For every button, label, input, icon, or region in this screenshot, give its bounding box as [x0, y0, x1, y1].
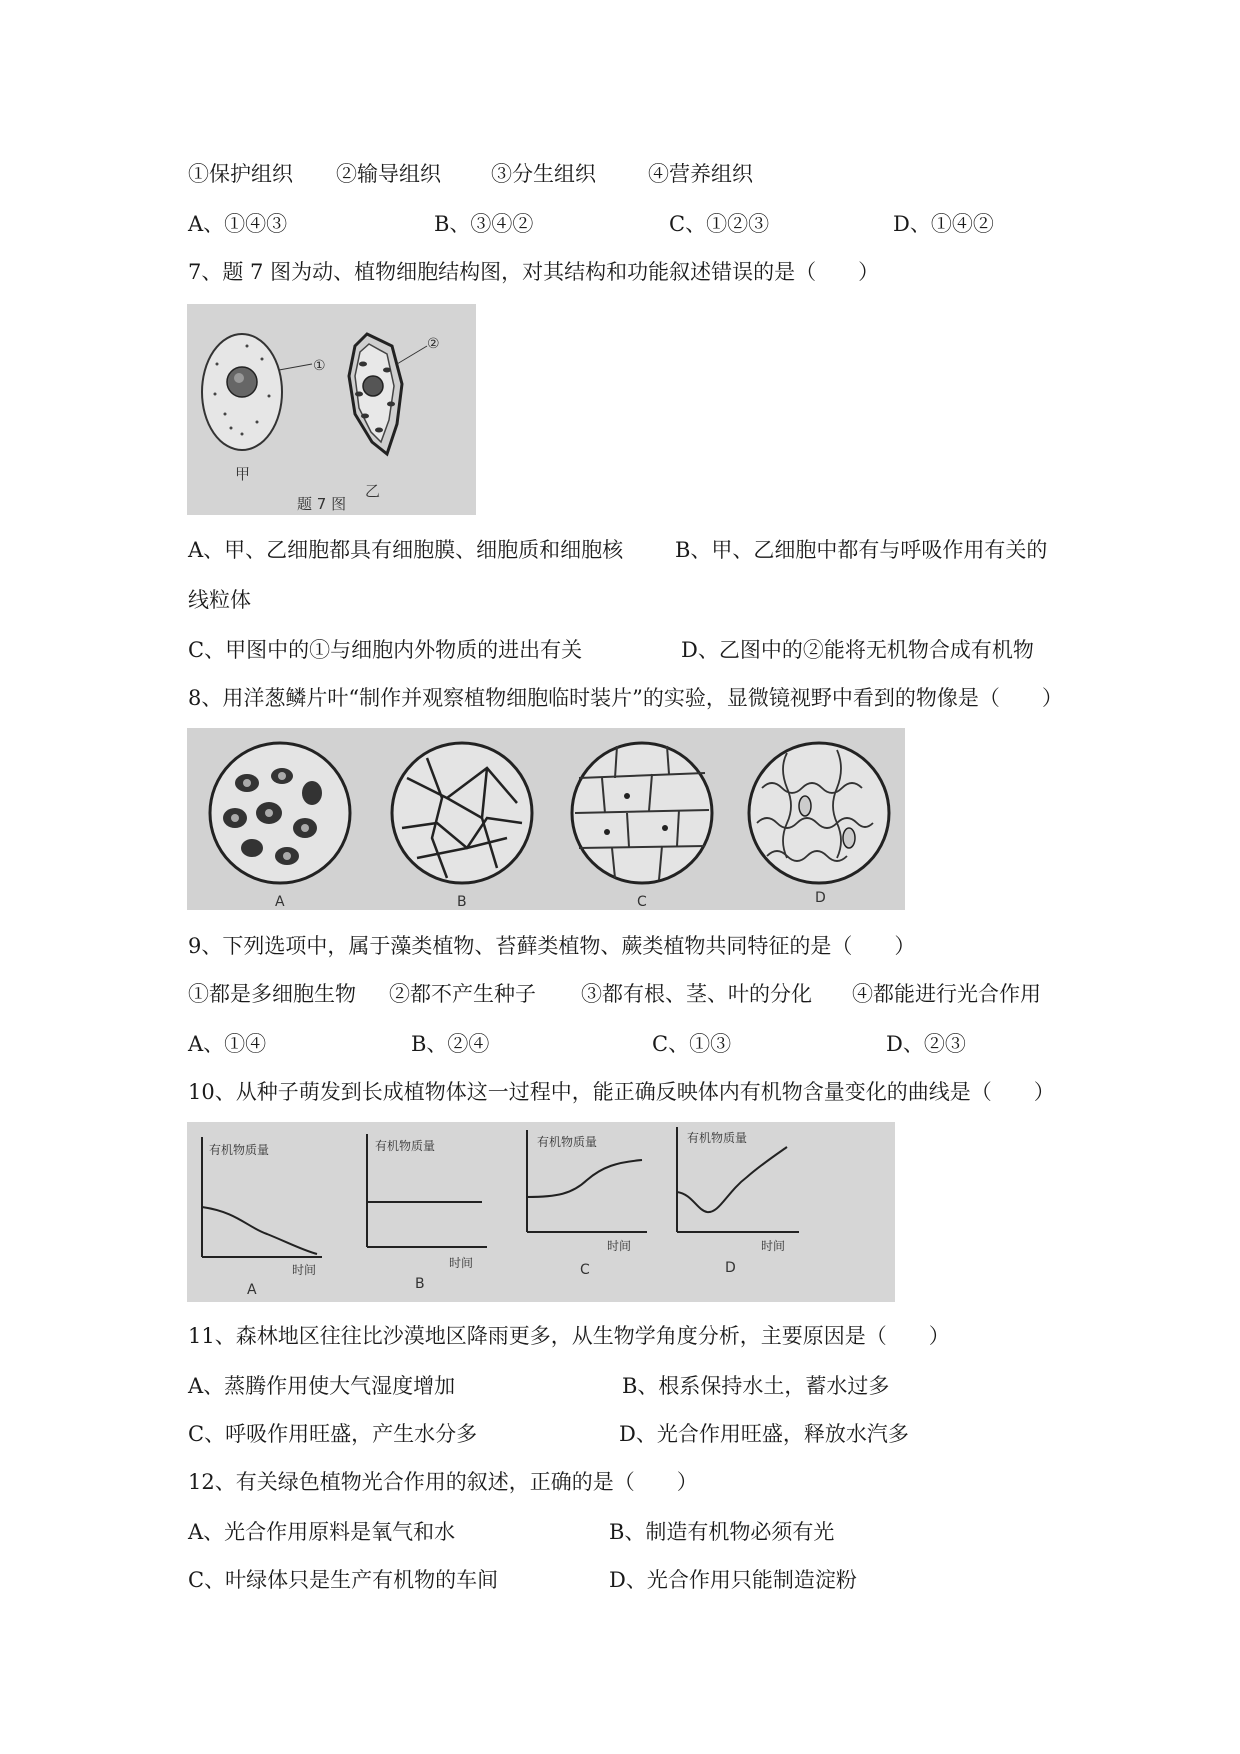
q8-stem: 8、用洋葱鳞片叶“制作并观察植物细胞临时装片”的实验，显微镜视野中看到的物像是（ ）: [188, 686, 1063, 710]
marker-1: ①: [313, 358, 326, 374]
q11-stem: 11、森林地区往往比沙漠地区降雨更多，从生物学角度分析，主要原因是（ ）: [188, 1324, 950, 1348]
q6-option-d: D、①④②: [893, 212, 994, 236]
q9-stem: 9、下列选项中，属于藻类植物、苔藓类植物、蕨类植物共同特征的是（ ）: [188, 934, 916, 958]
q9-option-c: C、①③: [652, 1032, 732, 1056]
q12-option-c: C、叶绿体只是生产有机物的车间: [188, 1568, 499, 1592]
organic-matter-curves: [187, 1122, 895, 1302]
q12-option-a: A、光合作用原料是氧气和水: [188, 1520, 456, 1544]
q9-item-2: ②都不产生种子: [389, 982, 536, 1006]
q6-item-3: ③分生组织: [491, 162, 596, 186]
q11-option-b: B、根系保持水土，蓄水过多: [622, 1374, 890, 1398]
q11-option-a: A、蒸腾作用使大气湿度增加: [188, 1374, 456, 1398]
q12-option-d: D、光合作用只能制造淀粉: [609, 1568, 857, 1592]
view-d-circle: [749, 743, 889, 883]
q6-item-2: ②输导组织: [336, 162, 441, 186]
q12-option-b: B、制造有机物必须有光: [609, 1520, 835, 1544]
q9-option-a: A、①④: [188, 1032, 267, 1056]
q6-option-a: A、①④③: [188, 212, 288, 236]
q8-figure: [187, 728, 905, 910]
graph-b-ylabel: 有机物质量: [375, 1139, 436, 1153]
view-d-label: D: [815, 890, 826, 906]
graph-a-ylabel: 有机物质量: [209, 1143, 270, 1157]
plant-cell-nucleus: [363, 376, 383, 396]
q6-item-1: ①保护组织: [188, 162, 293, 186]
marker-2: ②: [427, 336, 440, 352]
graph-a-label: A: [247, 1282, 257, 1298]
q11-option-c: C、呼吸作用旺盛，产生水分多: [188, 1422, 478, 1446]
q9-item-3: ③都有根、茎、叶的分化: [581, 982, 812, 1006]
q7-option-c: C、甲图中的①与细胞内外物质的进出有关: [188, 638, 583, 662]
graph-b-label: B: [415, 1276, 425, 1292]
graph-d-label: D: [725, 1260, 736, 1276]
label-jia: 甲: [235, 465, 251, 483]
figure-caption: 题 7 图: [297, 495, 347, 513]
q9-option-b: B、②④: [411, 1032, 490, 1056]
graph-b-xlabel: 时间: [449, 1256, 474, 1270]
q7-figure: [187, 304, 476, 515]
q11-option-d: D、光合作用旺盛，释放水汽多: [619, 1422, 909, 1446]
q6-option-b: B、③④②: [434, 212, 534, 236]
q6-option-c: C、①②③: [669, 212, 770, 236]
graph-c-xlabel: 时间: [607, 1239, 632, 1253]
q9-item-1: ①都是多细胞生物: [188, 982, 356, 1006]
q7-stem: 7、题 7 图为动、植物细胞结构图，对其结构和功能叙述错误的是（ ）: [188, 260, 880, 284]
q10-figure: [187, 1122, 895, 1302]
graph-a-xlabel: 时间: [292, 1263, 317, 1277]
graph-c-label: C: [580, 1262, 590, 1278]
graph-d-ylabel: 有机物质量: [687, 1131, 748, 1145]
view-b-label: B: [457, 894, 467, 910]
view-c-label: C: [637, 894, 647, 910]
cell-structure-diagram: [187, 304, 476, 515]
q12-stem: 12、有关绿色植物光合作用的叙述，正确的是（ ）: [188, 1470, 698, 1494]
q9-option-d: D、②③: [886, 1032, 966, 1056]
graph-d-xlabel: 时间: [761, 1239, 786, 1253]
q10-stem: 10、从种子萌发到长成植物体这一过程中，能正确反映体内有机物含量变化的曲线是（ ）: [188, 1080, 1055, 1104]
q9-item-4: ④都能进行光合作用: [852, 982, 1041, 1006]
graph-c-ylabel: 有机物质量: [537, 1135, 598, 1149]
label-yi: 乙: [365, 482, 381, 500]
q7-option-d: D、乙图中的②能将无机物合成有机物: [681, 638, 1034, 662]
q7-option-b: B、甲、乙细胞中都有与呼吸作用有关的: [675, 538, 1048, 562]
q7-option-a: A、甲、乙细胞都具有细胞膜、细胞质和细胞核: [188, 538, 624, 562]
microscope-views-diagram: [187, 728, 905, 910]
view-a-label: A: [275, 894, 285, 910]
view-b-circle: [392, 743, 532, 883]
q6-item-4: ④营养组织: [648, 162, 753, 186]
q7-option-b-continued: 线粒体: [188, 588, 251, 612]
